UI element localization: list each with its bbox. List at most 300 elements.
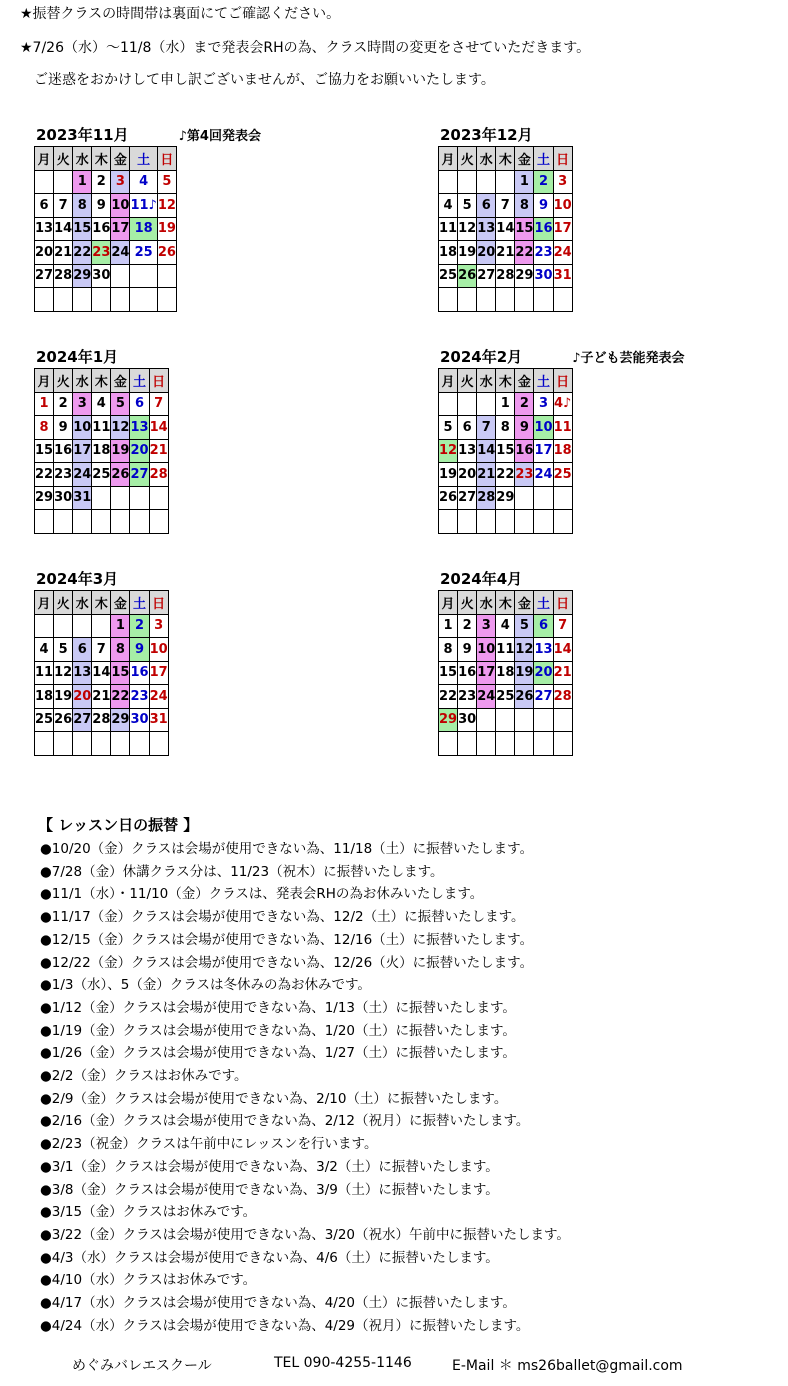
empty-day-cell [534, 732, 553, 756]
day-cell: 8 [73, 194, 92, 218]
day-cell: 25 [439, 264, 458, 288]
lesson-transfer-item: ●1/3（水）、5（金）クラスは冬休みの為お休みです。 [40, 977, 371, 994]
day-cell: 4 [496, 614, 515, 638]
month-header [440, 346, 684, 368]
weekday-header: 火 [54, 147, 73, 171]
day-cell: 30 [130, 708, 149, 732]
day-cell: 16 [534, 217, 553, 241]
day-cell: 15 [515, 217, 534, 241]
calendar-table [438, 146, 573, 312]
week-row [35, 194, 177, 218]
day-cell: 14 [92, 661, 111, 685]
empty-day-cell [73, 288, 92, 312]
day-cell: 7 [496, 194, 515, 218]
day-cell: 13 [534, 638, 553, 662]
week-row [35, 638, 169, 662]
empty-day-cell [35, 614, 54, 638]
day-cell: 10 [73, 416, 92, 440]
day-cell: 9 [515, 416, 534, 440]
day-cell: 16 [515, 439, 534, 463]
day-cell: 16 [92, 217, 111, 241]
empty-day-cell [553, 510, 572, 534]
weekday-header: 木 [496, 591, 515, 615]
day-cell: 10 [553, 194, 572, 218]
day-cell: 20 [534, 661, 553, 685]
day-cell: 17 [73, 439, 92, 463]
weekday-header: 火 [54, 591, 73, 615]
lesson-transfer-item: ●1/19（金）クラスは会場が使用できない為、1/20（土）に振替いたします。 [40, 1022, 516, 1039]
empty-day-cell [92, 614, 111, 638]
empty-day-cell [157, 264, 176, 288]
weekday-header-row [439, 591, 573, 615]
empty-day-cell [35, 170, 54, 194]
weekday-header: 土 [534, 147, 553, 171]
week-row [439, 416, 573, 440]
empty-day-cell [439, 288, 458, 312]
day-cell: 2 [458, 614, 477, 638]
weekday-header: 月 [439, 591, 458, 615]
day-cell: 19 [111, 439, 130, 463]
day-cell: 4♪ [553, 392, 572, 416]
week-row [35, 170, 177, 194]
lesson-transfer-title: 【 レッスン日の振替 】 [38, 816, 199, 834]
weekday-header: 水 [73, 147, 92, 171]
day-cell: 15 [73, 217, 92, 241]
weekday-header: 木 [496, 369, 515, 393]
lesson-transfer-item: ●12/15（金）クラスは会場が使用できない為、12/16（土）に振替いたします。 [40, 931, 534, 948]
empty-day-cell [111, 510, 130, 534]
weekday-header: 日 [157, 147, 176, 171]
week-row [35, 217, 177, 241]
weekday-header: 金 [515, 591, 534, 615]
day-cell: 15 [496, 439, 515, 463]
weekday-header: 金 [515, 369, 534, 393]
empty-day-cell [458, 288, 477, 312]
day-cell: 12 [439, 439, 458, 463]
day-cell: 24 [149, 685, 168, 709]
day-cell: 17 [553, 217, 572, 241]
weekday-header: 日 [553, 147, 572, 171]
empty-day-cell [130, 288, 157, 312]
day-cell: 25 [92, 463, 111, 487]
empty-day-cell [73, 614, 92, 638]
day-cell: 10 [111, 194, 130, 218]
day-cell: 2 [92, 170, 111, 194]
empty-day-cell [92, 732, 111, 756]
day-cell: 1 [439, 614, 458, 638]
lesson-transfer-item: ●2/16（金）クラスは会場が使用できない為、2/12（祝月）に振替いたします。 [40, 1113, 530, 1130]
empty-day-cell [130, 510, 149, 534]
empty-day-cell [553, 732, 572, 756]
weekday-header: 月 [439, 369, 458, 393]
lesson-transfer-item: ●4/10（水）クラスはお休みです。 [40, 1272, 257, 1289]
day-cell: 9 [534, 194, 553, 218]
empty-day-cell [534, 708, 553, 732]
day-cell: 30 [92, 264, 111, 288]
week-row [35, 288, 177, 312]
empty-day-cell [515, 510, 534, 534]
calendar-table [34, 368, 169, 534]
week-row [35, 486, 169, 510]
day-cell: 9 [54, 416, 73, 440]
day-cell: 1 [515, 170, 534, 194]
day-cell: 4 [35, 638, 54, 662]
day-cell: 26 [54, 708, 73, 732]
day-cell: 28 [149, 463, 168, 487]
empty-day-cell [73, 510, 92, 534]
empty-day-cell [54, 510, 73, 534]
day-cell: 31 [553, 264, 572, 288]
week-row [35, 241, 177, 265]
empty-day-cell [54, 614, 73, 638]
day-cell: 8 [35, 416, 54, 440]
empty-day-cell [130, 486, 149, 510]
day-cell: 21 [149, 439, 168, 463]
weekday-header: 火 [458, 369, 477, 393]
day-cell: 9 [458, 638, 477, 662]
month-title: 2024年1月 [36, 348, 119, 366]
weekday-header: 水 [477, 369, 496, 393]
day-cell: 6 [73, 638, 92, 662]
empty-day-cell [496, 708, 515, 732]
empty-day-cell [553, 288, 572, 312]
empty-day-cell [149, 732, 168, 756]
day-cell: 25 [130, 241, 157, 265]
day-cell: 13 [477, 217, 496, 241]
week-row [439, 510, 573, 534]
day-cell: 8 [439, 638, 458, 662]
weekday-header: 金 [111, 369, 130, 393]
calendar-table [438, 368, 573, 534]
day-cell: 20 [130, 439, 149, 463]
day-cell: 3 [73, 392, 92, 416]
empty-day-cell [439, 170, 458, 194]
weekday-header: 金 [111, 147, 130, 171]
day-cell: 24 [534, 463, 553, 487]
week-row [35, 392, 169, 416]
day-cell: 26 [111, 463, 130, 487]
day-cell: 14 [477, 439, 496, 463]
weekday-header: 火 [54, 369, 73, 393]
day-cell: 7 [92, 638, 111, 662]
day-cell: 4 [439, 194, 458, 218]
empty-day-cell [92, 510, 111, 534]
day-cell: 25 [553, 463, 572, 487]
weekday-header: 金 [111, 591, 130, 615]
day-cell: 2 [534, 170, 553, 194]
day-cell: 23 [54, 463, 73, 487]
weekday-header: 金 [515, 147, 534, 171]
day-cell: 6 [458, 416, 477, 440]
empty-day-cell [458, 510, 477, 534]
empty-day-cell [111, 732, 130, 756]
week-row [439, 217, 573, 241]
day-cell: 7 [149, 392, 168, 416]
day-cell: 23 [92, 241, 111, 265]
day-cell: 20 [73, 685, 92, 709]
empty-day-cell [157, 288, 176, 312]
empty-day-cell [73, 732, 92, 756]
month-title: 2024年2月 [440, 348, 523, 366]
day-cell: 1 [496, 392, 515, 416]
calendar-table [34, 146, 177, 312]
empty-day-cell [458, 170, 477, 194]
day-cell: 3 [111, 170, 130, 194]
week-row [439, 638, 573, 662]
empty-day-cell [35, 288, 54, 312]
day-cell: 24 [111, 241, 130, 265]
weekday-header: 水 [73, 369, 92, 393]
day-cell: 11 [553, 416, 572, 440]
empty-day-cell [458, 732, 477, 756]
empty-day-cell [553, 708, 572, 732]
day-cell: 15 [439, 661, 458, 685]
day-cell: 19 [157, 217, 176, 241]
month-title: 2024年3月 [36, 570, 119, 588]
day-cell: 27 [458, 486, 477, 510]
day-cell: 5 [111, 392, 130, 416]
day-cell: 14 [149, 416, 168, 440]
weekday-header-row [35, 147, 177, 171]
lesson-transfer-list [40, 838, 570, 1337]
day-cell: 6 [534, 614, 553, 638]
month-event-note: ♪子ども芸能発表会 [572, 351, 685, 366]
day-cell: 11 [496, 638, 515, 662]
day-cell: 28 [477, 486, 496, 510]
empty-day-cell [111, 486, 130, 510]
day-cell: 9 [130, 638, 149, 662]
empty-day-cell [477, 392, 496, 416]
day-cell: 11 [92, 416, 111, 440]
empty-day-cell [477, 708, 496, 732]
day-cell: 16 [130, 661, 149, 685]
day-cell: 4 [92, 392, 111, 416]
week-row [35, 708, 169, 732]
day-cell: 19 [458, 241, 477, 265]
empty-day-cell [534, 288, 553, 312]
day-cell: 21 [553, 661, 572, 685]
weekday-header: 日 [553, 369, 572, 393]
empty-day-cell [54, 732, 73, 756]
day-cell: 27 [477, 264, 496, 288]
week-row [35, 264, 177, 288]
day-cell: 20 [458, 463, 477, 487]
month-header [36, 346, 118, 368]
lesson-transfer-item: ●3/1（金）クラスは会場が使用できない為、3/2（土）に振替いたします。 [40, 1158, 499, 1175]
footer-email: E-Mail ＊ ms26ballet@gmail.com [452, 1358, 683, 1374]
day-cell: 8 [515, 194, 534, 218]
weekday-header: 水 [73, 591, 92, 615]
day-cell: 18 [92, 439, 111, 463]
week-row [439, 264, 573, 288]
weekday-header: 月 [439, 147, 458, 171]
notice-line-3: ご迷惑をおかけして申し訳ございませんが、ご協力をお願いいたします。 [20, 72, 495, 88]
empty-day-cell [477, 732, 496, 756]
week-row [439, 685, 573, 709]
day-cell: 29 [73, 264, 92, 288]
week-row [439, 392, 573, 416]
day-cell: 26 [439, 486, 458, 510]
week-row [439, 732, 573, 756]
week-row [35, 439, 169, 463]
week-row [439, 241, 573, 265]
day-cell: 3 [553, 170, 572, 194]
day-cell: 17 [477, 661, 496, 685]
day-cell: 12 [458, 217, 477, 241]
day-cell: 17 [149, 661, 168, 685]
day-cell: 7 [553, 614, 572, 638]
day-cell: 3 [534, 392, 553, 416]
day-cell: 7 [477, 416, 496, 440]
empty-day-cell [35, 732, 54, 756]
week-row [35, 732, 169, 756]
week-row [35, 614, 169, 638]
weekday-header: 土 [130, 369, 149, 393]
empty-day-cell [553, 486, 572, 510]
day-cell: 21 [477, 463, 496, 487]
day-cell: 23 [515, 463, 534, 487]
day-cell: 3 [149, 614, 168, 638]
day-cell: 1 [111, 614, 130, 638]
empty-day-cell [92, 288, 111, 312]
day-cell: 16 [458, 661, 477, 685]
day-cell: 26 [515, 685, 534, 709]
empty-day-cell [439, 392, 458, 416]
weekday-header: 水 [477, 147, 496, 171]
footer-school-name: めぐみバレエスクール [72, 1358, 212, 1374]
day-cell: 5 [157, 170, 176, 194]
day-cell: 2 [515, 392, 534, 416]
empty-day-cell [111, 288, 130, 312]
day-cell: 10 [534, 416, 553, 440]
day-cell: 19 [54, 685, 73, 709]
day-cell: 28 [553, 685, 572, 709]
weekday-header: 土 [130, 147, 157, 171]
weekday-header: 日 [553, 591, 572, 615]
day-cell: 18 [35, 685, 54, 709]
day-cell: 30 [534, 264, 553, 288]
day-cell: 24 [553, 241, 572, 265]
day-cell: 28 [496, 264, 515, 288]
day-cell: 29 [35, 486, 54, 510]
week-row [35, 685, 169, 709]
day-cell: 29 [515, 264, 534, 288]
calendar-table [34, 590, 169, 756]
month-header [440, 568, 522, 590]
day-cell: 3 [477, 614, 496, 638]
day-cell: 25 [496, 685, 515, 709]
day-cell: 27 [130, 463, 149, 487]
weekday-header: 火 [458, 591, 477, 615]
weekday-header: 木 [92, 369, 111, 393]
week-row [439, 170, 573, 194]
weekday-header: 日 [149, 369, 168, 393]
day-cell: 11♪ [130, 194, 157, 218]
day-cell: 21 [92, 685, 111, 709]
empty-day-cell [477, 170, 496, 194]
day-cell: 28 [54, 264, 73, 288]
notice-line-1: ★振替クラスの時間帯は裏面にてご確認ください。 [20, 6, 341, 22]
day-cell: 29 [496, 486, 515, 510]
weekday-header: 木 [92, 147, 111, 171]
weekday-header: 月 [35, 591, 54, 615]
day-cell: 23 [458, 685, 477, 709]
week-row [439, 288, 573, 312]
day-cell: 10 [477, 638, 496, 662]
day-cell: 5 [458, 194, 477, 218]
weekday-header-row [439, 147, 573, 171]
day-cell: 13 [73, 661, 92, 685]
empty-day-cell [111, 264, 130, 288]
empty-day-cell [496, 170, 515, 194]
day-cell: 28 [92, 708, 111, 732]
day-cell: 1 [73, 170, 92, 194]
day-cell: 18 [553, 439, 572, 463]
empty-day-cell [496, 732, 515, 756]
day-cell: 26 [157, 241, 176, 265]
weekday-header: 木 [496, 147, 515, 171]
week-row [35, 661, 169, 685]
day-cell: 15 [111, 661, 130, 685]
day-cell: 17 [534, 439, 553, 463]
empty-day-cell [477, 510, 496, 534]
footer-phone: TEL 090-4255-1146 [274, 1355, 412, 1371]
weekday-header-row [439, 369, 573, 393]
lesson-transfer-item: ●11/17（金）クラスは会場が使用できない為、12/2（土）に振替いたします。 [40, 909, 525, 926]
weekday-header: 木 [92, 591, 111, 615]
week-row [35, 510, 169, 534]
day-cell: 21 [496, 241, 515, 265]
day-cell: 22 [73, 241, 92, 265]
day-cell: 2 [54, 392, 73, 416]
day-cell: 25 [35, 708, 54, 732]
day-cell: 5 [515, 614, 534, 638]
empty-day-cell [515, 708, 534, 732]
day-cell: 8 [496, 416, 515, 440]
empty-day-cell [477, 288, 496, 312]
month-title: 2023年12月 [440, 126, 533, 144]
day-cell: 23 [534, 241, 553, 265]
day-cell: 22 [496, 463, 515, 487]
lesson-transfer-item: ●10/20（金）クラスは会場が使用できない為、11/18（土）に振替いたします。 [40, 841, 534, 857]
empty-day-cell [149, 510, 168, 534]
day-cell: 27 [35, 264, 54, 288]
notice-line-2: ★7/26（水）～11/8（水）まで発表会RHの為、クラス時間の変更をさせていただきます。 [20, 40, 591, 56]
empty-day-cell [515, 288, 534, 312]
day-cell: 14 [553, 638, 572, 662]
day-cell: 14 [54, 217, 73, 241]
lesson-transfer-item: ●7/28（金）休講クラス分は、11/23（祝木）に振替いたします。 [40, 863, 444, 880]
empty-day-cell [54, 170, 73, 194]
empty-day-cell [515, 732, 534, 756]
lesson-transfer-item: ●11/1（水）・11/10（金）クラスは、発表会RHの為お休みいたします。 [40, 886, 484, 903]
day-cell: 9 [92, 194, 111, 218]
day-cell: 7 [54, 194, 73, 218]
empty-day-cell [92, 486, 111, 510]
calendar-table [438, 590, 573, 756]
week-row [35, 463, 169, 487]
lesson-transfer-item: ●2/9（金）クラスは会場が使用できない為、2/10（土）に振替いたします。 [40, 1090, 508, 1107]
empty-day-cell [35, 510, 54, 534]
day-cell: 27 [73, 708, 92, 732]
day-cell: 24 [477, 685, 496, 709]
day-cell: 5 [54, 638, 73, 662]
weekday-header: 水 [477, 591, 496, 615]
empty-day-cell [439, 510, 458, 534]
empty-day-cell [534, 486, 553, 510]
day-cell: 31 [149, 708, 168, 732]
weekday-header: 月 [35, 147, 54, 171]
